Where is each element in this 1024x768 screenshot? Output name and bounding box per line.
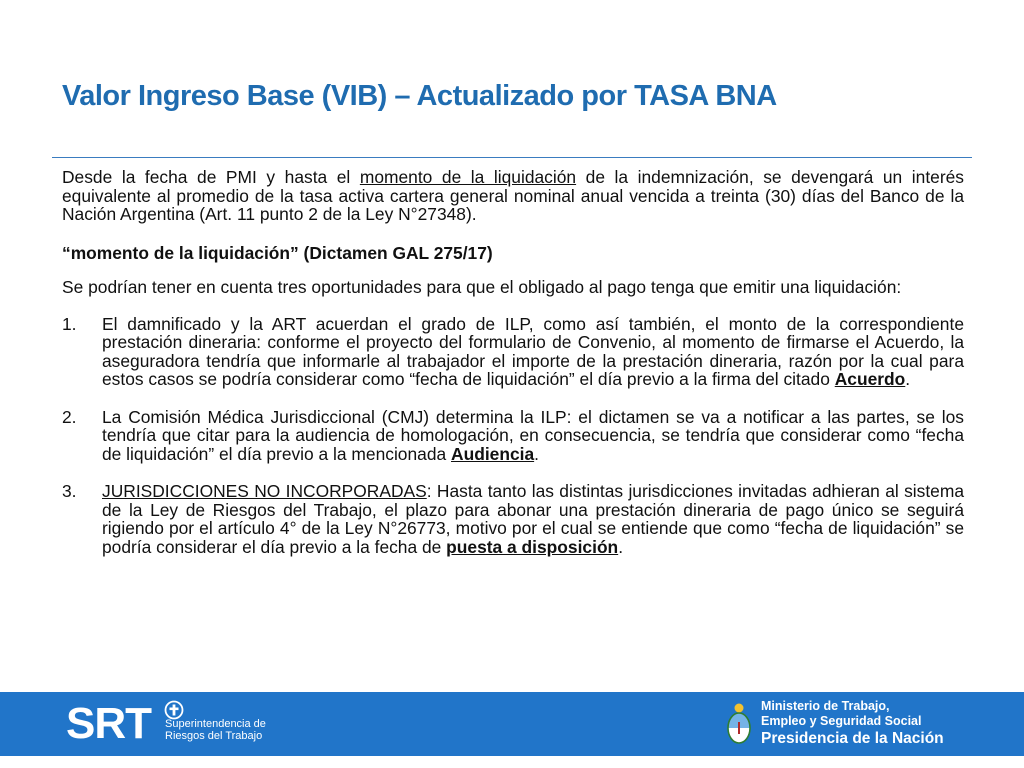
emphasis-term: Audiencia (451, 443, 535, 464)
medical-cross-circle-icon (164, 700, 184, 720)
list-text: La Comisión Médica Jurisdiccional (CMJ) determina la ILP: el dictamen se va a notificar a las partes, se los tendría que citar para la audiencia de homologación, en consecuencia, se tendría que considerar como “fecha de liquidación” el día previo a la mencionada Audiencia. (102, 406, 964, 464)
lead-term: JURISDICCIONES NO INCORPORADAS (102, 481, 427, 501)
srt-logo: SRT (66, 699, 151, 748)
footer-bar (0, 692, 1024, 756)
list-number: 1. (62, 313, 77, 334)
national-shield-icon (726, 702, 752, 746)
emphasis-term: Acuerdo (834, 369, 906, 389)
paragraph-opportunities: Se podrían tener en cuenta tres oportunidades para que el obligado al pago tenga que emitir una liquidación: (62, 277, 902, 297)
paragraph-intro (62, 168, 964, 224)
list-number: 2. (62, 406, 77, 427)
list-number: 3. (62, 481, 77, 501)
intro-text-before: Desde la fecha de PMI y hasta el (62, 167, 360, 187)
list-text: JURISDICCIONES NO INCORPORADAS: Hasta tanto las distintas jurisdicciones invitadas adhieran al sistema de la Ley de Riesgos del Trabajo, el plazo para abonar una prestación dineraria de pago único se seguirá rigiendo por el artículo 4° de la Ley N°26773, motivo por el cual se entiende que como “fecha de liquidación” se podría considerar el día previo a la fecha de puesta a disposición. (102, 481, 964, 557)
intro-underlined-term: momento de la liquidación (359, 167, 577, 187)
list-item (62, 408, 964, 464)
intro-text-after: de la indemnización, se devengará un interés equivalente al promedio de la tasa activa cartera general nominal anual vencida a treinta (30) días del Banco de la Nación Argentina (Art. 11 punto 2 de la Ley N°27348). (62, 167, 964, 224)
slide-body (62, 168, 964, 575)
slide-title: Valor Ingreso Base (VIB) – Actualizado por TASA BNA (62, 80, 777, 112)
list-item (62, 315, 964, 389)
srt-subtitle: Superintendencia de Riesgos del Trabajo (165, 718, 266, 742)
list-text: El damnificado y la ART acuerdan el grado de ILP, como así también, el monto de la correspondiente prestación dineraria: conforme el proyecto del formulario de Convenio, al momento de firmarse el Acuerdo, la aseguradora tendría que informarle al trabajador el importe de la prestación dineraria, razón por la cual para estos casos se podría considerar como “fecha de liquidación” el día previo a la firma del citado Acuerdo. (102, 313, 964, 389)
title-divider (52, 157, 972, 158)
emphasis-term: puesta a disposición (446, 536, 619, 557)
list-item (62, 482, 964, 556)
ministry-label: Ministerio de Trabajo, Empleo y Seguridad Social Presidencia de la Nación (761, 699, 944, 747)
paragraph-subheading: “momento de la liquidación” (Dictamen GAL 275/17) (62, 242, 493, 263)
